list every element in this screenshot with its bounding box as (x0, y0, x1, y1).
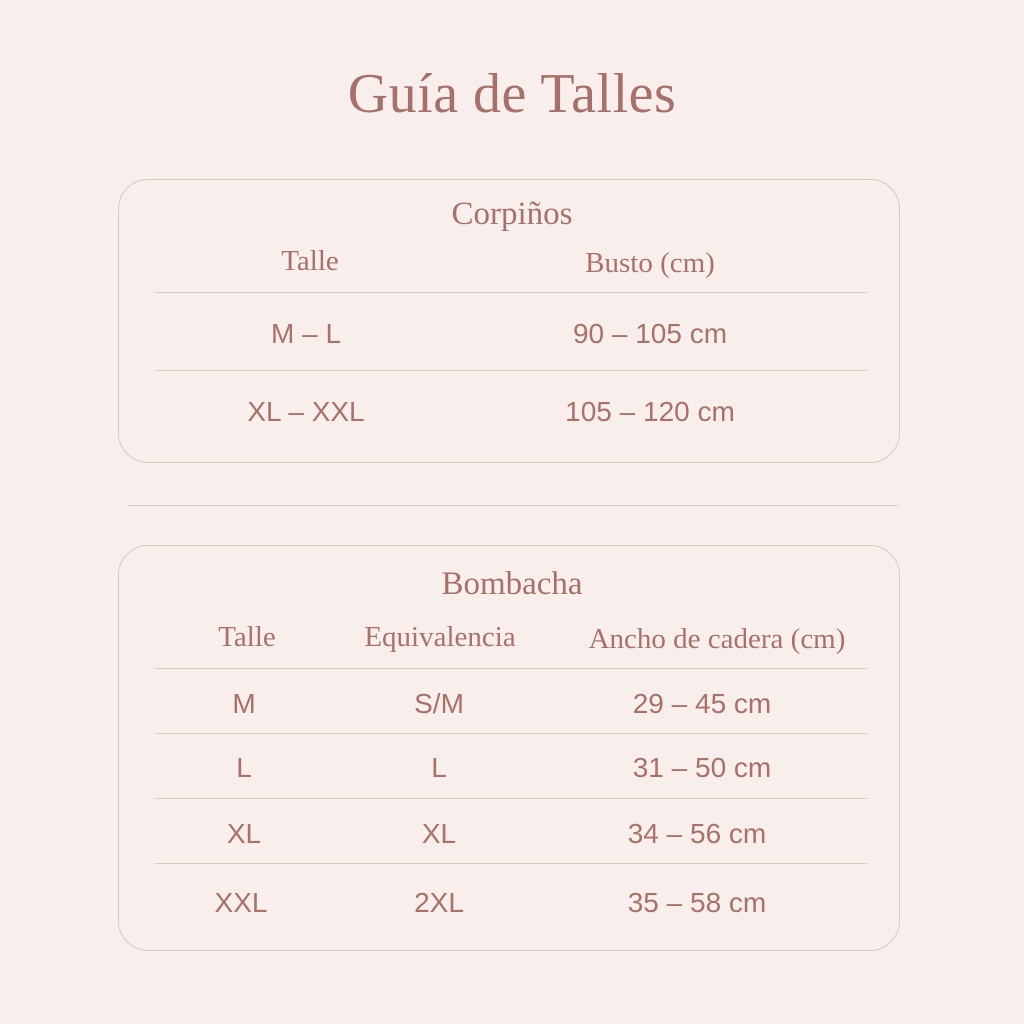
bombacha-header-rule (155, 668, 867, 669)
bombacha-row-1-ancho: 29 – 45 cm (632, 688, 772, 719)
corpinos-row-2-talle: XL – XXL (247, 396, 365, 427)
bombacha-row-4-talle: XXL (214, 887, 268, 918)
corpinos-title: Corpiños (451, 196, 573, 232)
bombacha-title: Bombacha (441, 566, 583, 602)
bombacha-row-3-talle: XL (226, 818, 262, 849)
bombacha-row-2-ancho: 31 – 50 cm (632, 752, 772, 783)
corpinos-row-rule (155, 370, 867, 371)
bombacha-row-4-ancho: 35 – 58 cm (627, 887, 767, 918)
section-divider (128, 505, 898, 506)
bombacha-header-talle: Talle (218, 621, 276, 653)
bombacha-header-equivalencia: Equivalencia (364, 621, 516, 653)
page-title: Guía de Talles (347, 63, 677, 125)
bombacha-row-rule (155, 733, 867, 734)
bombacha-row-2-equivalencia: L (431, 752, 447, 783)
bombacha-row-rule (155, 798, 867, 799)
corpinos-row-2-busto: 105 – 120 cm (565, 396, 735, 427)
corpinos-header-rule (155, 292, 867, 293)
bombacha-row-rule (155, 863, 867, 864)
corpinos-row-1-talle: M – L (270, 318, 342, 349)
corpinos-header-talle: Talle (281, 245, 339, 277)
bombacha-header-ancho: Ancho de cadera (cm) (588, 623, 846, 655)
bombacha-row-1-talle: M (232, 688, 256, 719)
bombacha-row-1-equivalencia: S/M (414, 688, 464, 719)
corpinos-header-busto: Busto (cm) (585, 247, 715, 279)
bombacha-row-3-ancho: 34 – 56 cm (627, 818, 767, 849)
bombacha-row-4-equivalencia: 2XL (414, 887, 464, 918)
corpinos-row-1-busto: 90 – 105 cm (572, 318, 728, 349)
bombacha-row-3-equivalencia: XL (421, 818, 457, 849)
bombacha-row-2-talle: L (236, 752, 252, 783)
